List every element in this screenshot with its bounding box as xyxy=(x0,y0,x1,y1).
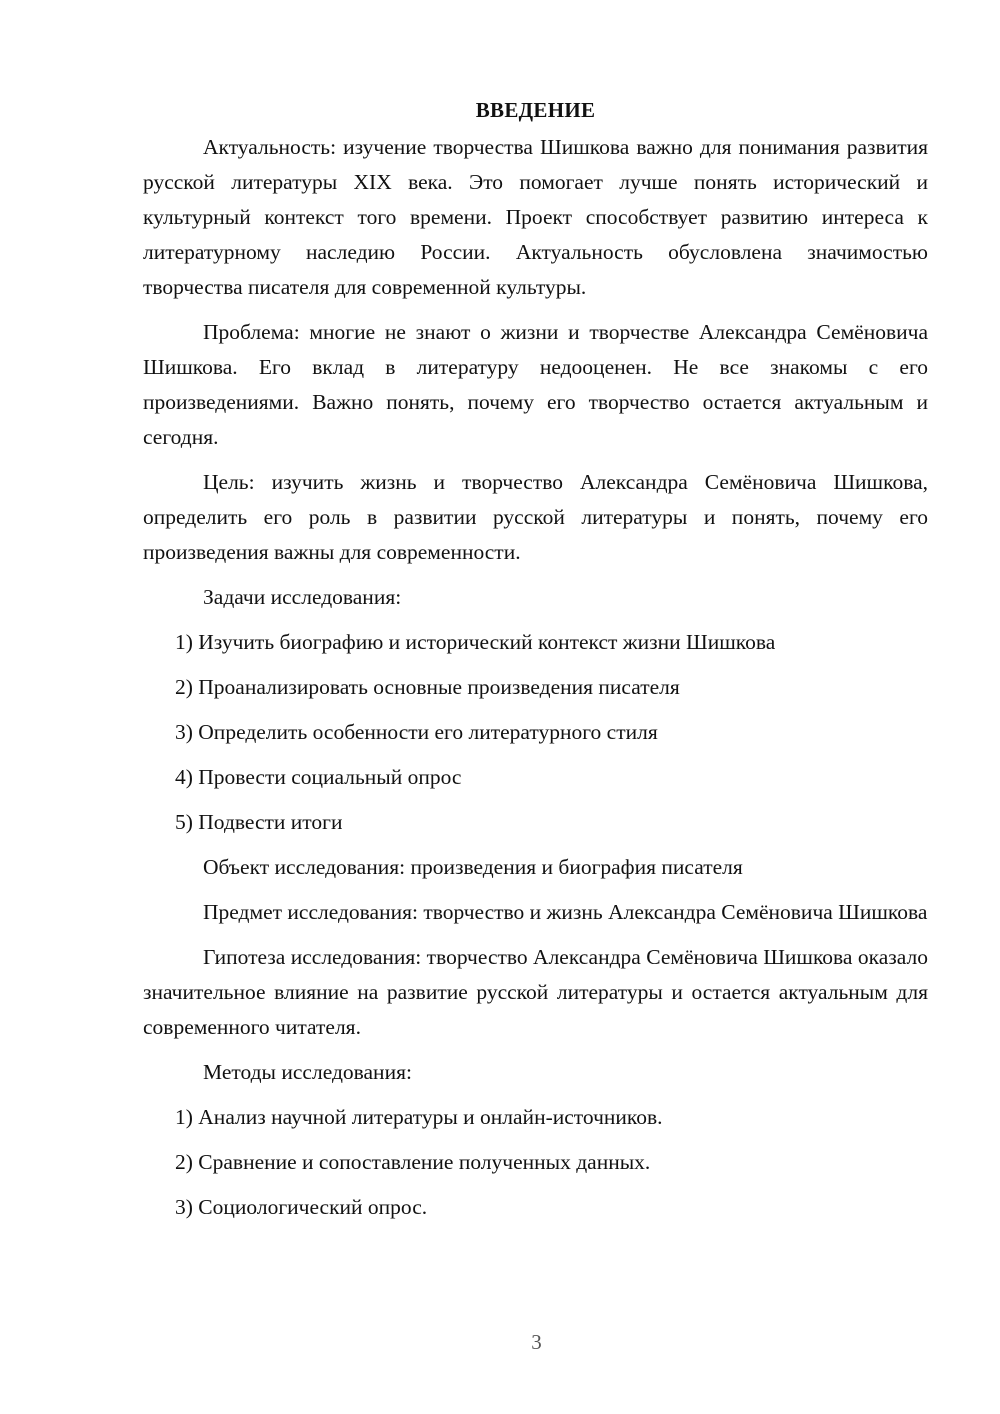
document-page xyxy=(143,93,928,1225)
hypothesis-paragraph: Гипотеза исследования: творчество Александра Семёновича Шишкова оказало значительное влияние на развитие русской литературы и остается актуальным для современного читателя. xyxy=(143,945,928,1039)
goal-paragraph: Цель: изучить жизнь и творчество Александра Семёновича Шишкова, определить его роль в развитии русской литературы и понять, почему его произведения важны для современности. xyxy=(143,470,928,564)
object-paragraph: Объект исследования: произведения и биография писателя xyxy=(203,855,743,879)
page-title: ВВЕДЕНИЕ xyxy=(475,98,596,122)
task-item-2: 2) Проанализировать основные произведения писателя xyxy=(175,675,680,699)
task-item-3: 3) Определить особенности его литературного стиля xyxy=(175,720,658,744)
task-item-5: 5) Подвести итоги xyxy=(175,810,343,834)
method-item-1: 1) Анализ научной литературы и онлайн-источников. xyxy=(175,1105,663,1129)
method-item-3: 3) Социологический опрос. xyxy=(175,1195,428,1219)
problem-paragraph: Проблема: многие не знают о жизни и творчестве Александра Семёновича Шишкова. Его вклад в литературу недооценен. Не все знакомы с его произведениями. Важно понять, почему его творчество остается актуальным и сегодня. xyxy=(143,320,928,449)
subject-paragraph: Предмет исследования: творчество и жизнь Александра Семёновича Шишкова xyxy=(203,900,928,924)
tasks-heading: Задачи исследования: xyxy=(203,585,402,609)
page-number: 3 xyxy=(531,1330,542,1354)
methods-heading: Методы исследования: xyxy=(203,1060,412,1084)
task-item-1: 1) Изучить биографию и исторический контекст жизни Шишкова xyxy=(175,630,776,654)
task-item-4: 4) Провести социальный опрос xyxy=(175,765,462,789)
method-item-2: 2) Сравнение и сопоставление полученных данных. xyxy=(175,1150,651,1174)
relevance-paragraph: Актуальность: изучение творчества Шишкова важно для понимания развития русской литературы XIX века. Это помогает лучше понять исторический и культурный контекст того времени. Проект способствует развитию интереса к литературному наследию России. Актуальность обусловлена значимостью творчества писателя для современной культуры. xyxy=(143,135,928,299)
